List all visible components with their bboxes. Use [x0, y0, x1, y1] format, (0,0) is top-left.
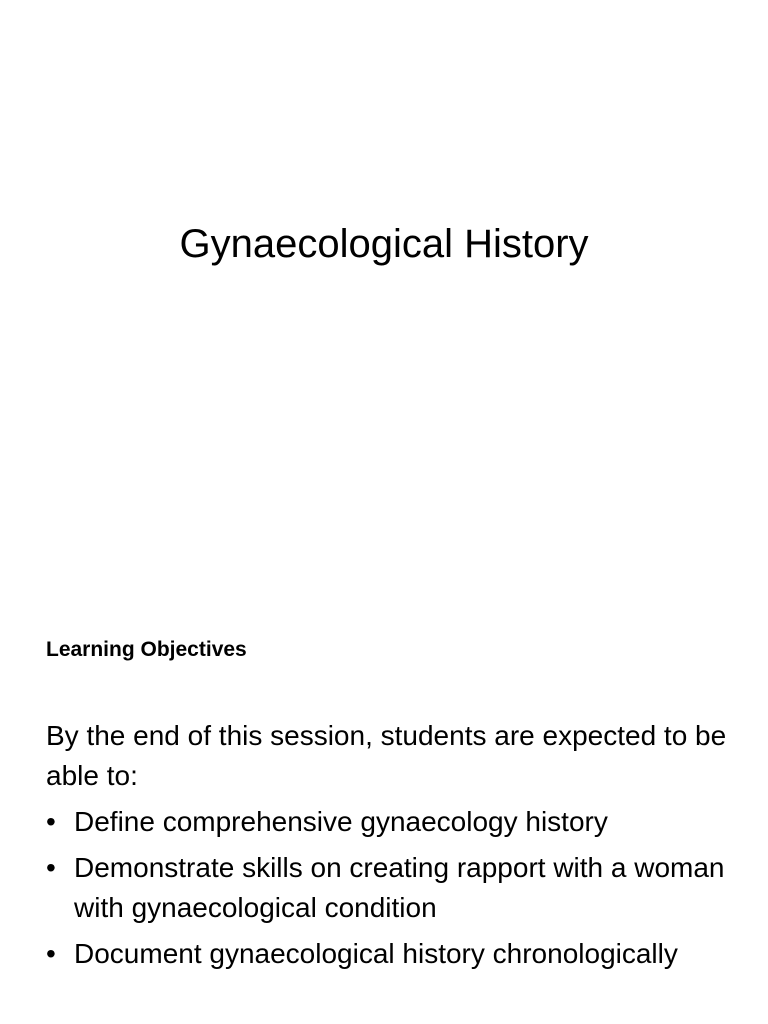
objective-item	[46, 848, 736, 928]
objectives-body	[46, 716, 736, 980]
bullet-icon: •	[46, 938, 56, 969]
objective-text: Define comprehensive gynaecology history	[74, 806, 608, 837]
slide-title: Gynaecological History	[179, 222, 589, 266]
objectives-list	[46, 802, 736, 974]
objective-item	[46, 802, 736, 842]
objectives-intro: By the end of this session, students are expected to be able to:	[46, 720, 727, 791]
bullet-icon: •	[46, 852, 56, 883]
objective-item	[46, 934, 736, 974]
bullet-icon: •	[46, 806, 56, 837]
objective-text: Document gynaecological history chronologically	[74, 938, 678, 969]
learning-objectives-heading: Learning Objectives	[46, 638, 247, 661]
objective-text: Demonstrate skills on creating rapport with a woman with gynaecological condition	[74, 852, 725, 923]
